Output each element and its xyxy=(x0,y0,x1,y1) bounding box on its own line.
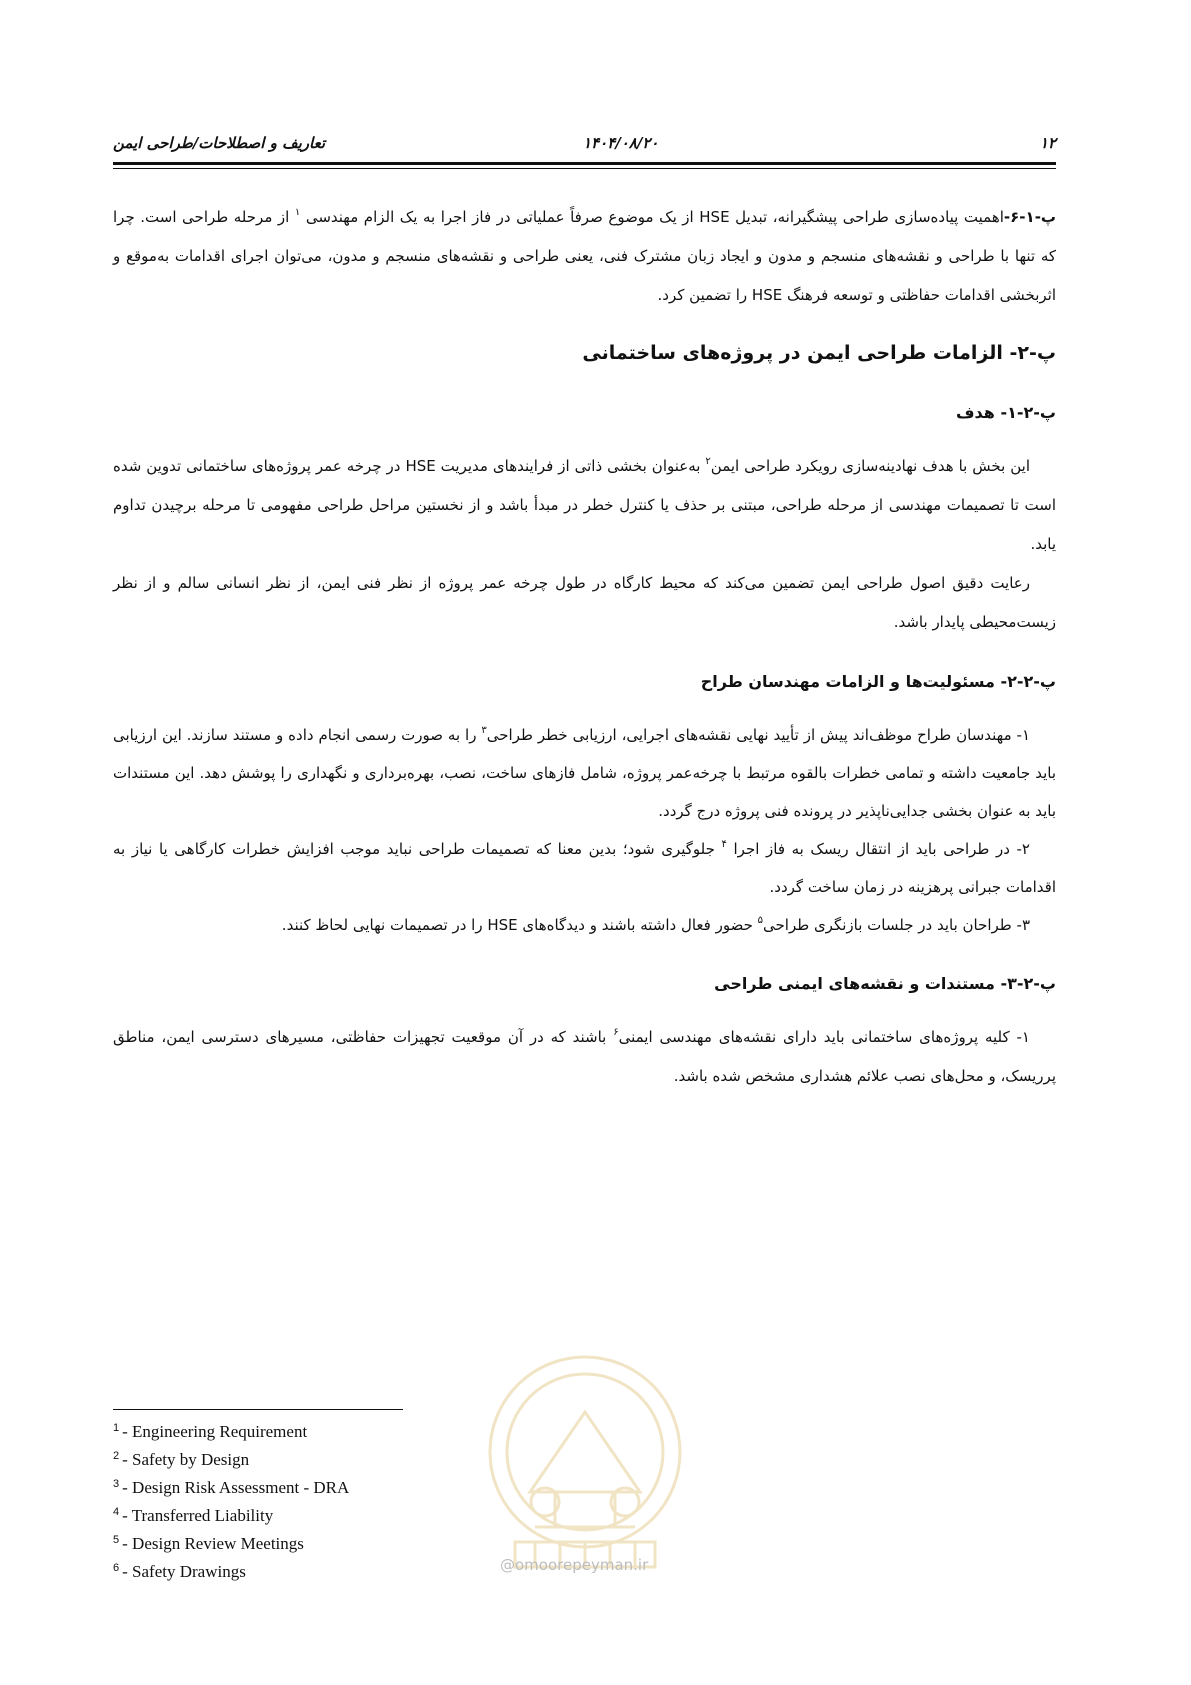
subsection-heading-p2-1: پ-۲-۱- هدف xyxy=(955,403,1056,422)
paragraph-text: به‌عنوان بخشی ذاتی از فرایندهای مدیریت HSE در چرخه عمر پروژه‌های ساختمانی تدوین شده است تا تصمیمات مهندسی از مرحله طراحی، مبتنی بر حذف یا کنترل خطر در مبدأ باشد و از نخستین مراحل طراحی مفهومی تا مرحله برچیدن تداوم یابد. xyxy=(113,457,1056,553)
paragraph-text: ۱- کلیه پروژه‌های ساختمانی باید دارای نقشه‌های مهندسی ایمنی xyxy=(618,1028,1030,1046)
header-rule-thin xyxy=(113,168,1056,169)
paragraph-p1-6 xyxy=(113,198,1056,315)
body-text xyxy=(113,198,1056,1096)
footnote-ref[interactable]: ۲ xyxy=(705,456,711,467)
footnote-number: 1 xyxy=(113,1422,120,1434)
footnote-ref[interactable]: ۶ xyxy=(613,1027,619,1038)
footnote-text: - Design Risk Assessment - DRA xyxy=(122,1478,350,1497)
paragraph-text: باشند که در آن موقعیت تجهیزات حفاظتی، مسیرهای دسترسی ایمن، مناطق پرریسک، و محل‌های نصب علائم هشداری مشخص شده باشد. xyxy=(113,1028,1056,1085)
list-item-1 xyxy=(113,716,1056,830)
paragraph-text: از مرحله طراحی است. چرا که تنها با طراحی و نقشه‌های منسجم و مدون و ایجاد زبان مشترک فنی، یعنی طراحی و نقشه‌های منسجم و مدون، می‌توان اجرای اقدامات به‌موقع و اثربخشی اقدامات حفاظتی و توسعه فرهنگ HSE را تضمین کرد. xyxy=(113,208,1056,304)
header-title: تعاریف و اصطلاحات/طراحی ایمن xyxy=(113,134,326,152)
footnote-number: 4 xyxy=(113,1506,120,1518)
footnote-text: - Engineering Requirement xyxy=(122,1422,308,1441)
footnote-number: 5 xyxy=(113,1534,120,1546)
paragraph-text: ۱- مهندسان طراح موظف‌اند پیش از تأیید نهایی نقشه‌های اجرایی، ارزیابی خطر طراحی xyxy=(486,726,1030,744)
footnote-text: - Safety Drawings xyxy=(122,1562,246,1581)
footnote-number: 2 xyxy=(113,1450,120,1462)
footnote-ref[interactable]: ۴ xyxy=(721,839,727,850)
page-number: ۱۲ xyxy=(1039,134,1056,152)
footnote-ref[interactable]: ۵ xyxy=(757,915,764,926)
paragraph-text: این بخش با هدف نهادینه‌سازی رویکرد طراحی ایمن xyxy=(710,457,1030,475)
paragraph-text: را به صورت رسمی انجام داده و مستند سازند. این ارزیابی باید جامعیت داشته و تمامی خطرات بالقوه مرتبط با چرخه‌عمر پروژه، شامل فازهای ساخت، نصب، بهره‌برداری و نگهداری را پوشش دهد. این مستندات باید به عنوان بخشی جدایی‌ناپذیر در پرونده فنی پروژه درج گردد. xyxy=(113,726,1056,820)
footnote-3 xyxy=(113,1472,533,1500)
running-header xyxy=(113,130,1056,158)
list-item-2 xyxy=(113,830,1056,906)
paragraph-goal-2: رعایت دقیق اصول طراحی ایمن تضمین می‌کند که محیط کارگاه در طول چرخه عمر پروژه از نظر فنی ایمن، از نظر انسانی سالم و از نظر زیست‌محیطی پایدار باشد. xyxy=(113,574,1056,631)
subsection-heading-p2-2: پ-۲-۲- مسئولیت‌ها و الزامات مهندسان طراح xyxy=(700,672,1056,691)
paragraph-goal xyxy=(113,447,1056,564)
footnote-ref[interactable]: ۱ xyxy=(294,207,301,218)
paragraph-text: ۲- در طراحی باید از انتقال ریسک به فاز اجرا xyxy=(733,840,1030,858)
footnote-text: - Transferred Liability xyxy=(122,1506,274,1525)
list-item-1 xyxy=(113,1018,1056,1096)
footnote-ref[interactable]: ۳ xyxy=(481,725,487,736)
footnote-1 xyxy=(113,1416,533,1444)
paragraph-text: ۳- طراحان باید در جلسات بازنگری طراحی xyxy=(763,916,1030,934)
footnote-5 xyxy=(113,1528,533,1556)
paragraph-text: حضور فعال داشته باشند و دیدگاه‌های HSE را در تصمیمات نهایی لحاظ کنند. xyxy=(281,916,753,934)
footnote-4 xyxy=(113,1500,533,1528)
footnote-text: - Safety by Design xyxy=(122,1450,250,1469)
footnote-separator xyxy=(113,1409,403,1410)
paragraph-text: جلوگیری شود؛ بدین معنا که تصمیمات طراحی نباید موجب افزایش خطرات کارگاهی یا نیاز به اقدامات جبرانی پرهزینه در زمان ساخت گردد. xyxy=(113,840,1056,896)
paragraph-text: اهمیت پیاده‌سازی طراحی پیشگیرانه، تبدیل HSE از یک موضوع صرفاً عملیاتی در فاز اجرا به یک الزام مهندسی xyxy=(305,208,1004,226)
paragraph-lead-number: پ-۱-۶- xyxy=(1003,208,1056,226)
footnote-number: 6 xyxy=(113,1562,120,1574)
footnote-6 xyxy=(113,1556,533,1584)
section-heading-p2: پ-۲- الزامات طراحی ایمن در پروژه‌های ساختمانی xyxy=(582,342,1056,364)
header-date: ۱۴۰۴/۰۸/۲۰ xyxy=(583,134,659,152)
header-rule-thick xyxy=(113,162,1056,165)
footnote-text: - Design Review Meetings xyxy=(122,1534,304,1553)
footnote-2 xyxy=(113,1444,533,1472)
watermark-site: @omoorepeyman.ir xyxy=(500,1556,649,1574)
footnotes xyxy=(113,1416,533,1584)
list-item-3 xyxy=(113,906,1056,944)
subsection-heading-p2-3: پ-۲-۳- مستندات و نقشه‌های ایمنی طراحی xyxy=(714,974,1056,993)
footnote-number: 3 xyxy=(113,1478,120,1490)
